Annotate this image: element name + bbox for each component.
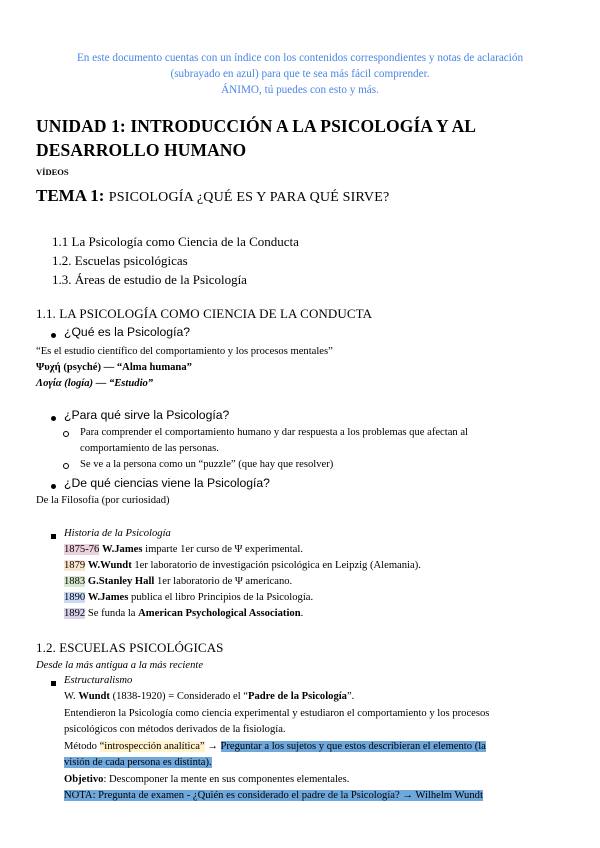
intro-note (30, 50, 570, 98)
history-year: 1883 (64, 576, 86, 587)
objective-text: : Descomponer la mente en sus componentes elementales. (103, 774, 350, 785)
history-item (64, 575, 292, 589)
history-text: publica el libro Principios de la Psicología. (128, 592, 314, 603)
wundt-pre: W. (64, 691, 79, 702)
unit-title-line-2: DESARROLLO HUMANO (36, 140, 247, 160)
history-item (64, 591, 313, 605)
exam-note-text: NOTA: Pregunta de examen - ¿Quién es considerado el padre de la Psicología? → Wilhelm Wundt (64, 790, 483, 801)
origin-text: De la Filosofía (por curiosidad) (36, 495, 170, 506)
etymology-logia-text: Λογία (logía) — “Estudio” (36, 378, 154, 389)
wundt-line (64, 690, 354, 704)
definition-text: “Es el estudio científico del comportamiento y los procesos mentales” (36, 346, 333, 357)
bullet-icon (51, 484, 56, 489)
bullet-icon (51, 416, 56, 421)
toc-item-1[interactable]: 1.1 La Psicología como Ciencia de la Conducta (52, 234, 299, 249)
objective-label: Objetivo (64, 774, 104, 785)
history-year: 1879 (64, 560, 86, 571)
description-line-1: Entendieron la Psicología como ciencia experimental y estudiaron el comportamiento y los procesos (64, 708, 490, 719)
history-pre: Se funda la (85, 608, 139, 619)
unit-title-line-1: UNIDAD 1: INTRODUCCIÓN A LA PSICOLOGÍA Y AL (36, 116, 477, 136)
videos-label: VÍDEOS (36, 167, 69, 177)
section-1-title: 1.1. LA PSICOLOGÍA COMO CIENCIA DE LA CONDUCTA (36, 306, 373, 321)
method-name: “introspección analítica” (99, 741, 205, 752)
section-2-title: 1.2. ESCUELAS PSICOLÓGICAS (36, 640, 224, 655)
history-item (64, 543, 303, 557)
wundt-name: Wundt (78, 691, 110, 702)
method-label: Método (64, 741, 100, 752)
history-year: 1875-76 (64, 544, 100, 555)
history-person: W.James (101, 544, 143, 555)
table-of-contents (52, 232, 299, 289)
history-org: American Psychological Association (138, 608, 301, 619)
method-desc-2: visión de cada persona es distinta). (64, 757, 212, 768)
wundt-title: Padre de la Psicología (248, 691, 347, 702)
method-line-2 (64, 756, 212, 770)
history-person: G.Stanley Hall (87, 576, 155, 587)
history-text: 1er laboratorio de Ψ americano. (154, 576, 293, 587)
objective-line (64, 773, 349, 787)
sub-bullet-icon (63, 431, 69, 437)
puzzle-text: Se ve a la persona como un “puzzle” (que hay que resolver) (80, 459, 334, 470)
bullet-icon (51, 333, 56, 338)
history-item (64, 607, 303, 621)
question-origins: ¿De qué ciencias viene la Psicología? (64, 476, 270, 490)
history-person: W.Wundt (87, 560, 132, 571)
history-text: . (300, 608, 304, 619)
tema-label: TEMA 1: (36, 186, 105, 205)
unit-title (36, 114, 576, 162)
exam-note (64, 789, 483, 803)
toc-item-2[interactable]: 1.2. Escuelas psicológicas (52, 253, 188, 268)
tema-heading (36, 186, 389, 206)
etymology-psyche: Ψυχή (psyché) — “Alma humana” (36, 362, 192, 373)
question-purpose: ¿Para qué sirve la Psicología? (64, 408, 230, 422)
question-what-is: ¿Qué es la Psicología? (64, 325, 191, 339)
etymology-logia (36, 377, 153, 391)
history-person: W.James (87, 592, 129, 603)
square-bullet-icon (51, 681, 56, 686)
square-bullet-icon (51, 534, 56, 539)
method-line (64, 740, 486, 754)
intro-line-3: ÁNIMO, tú puedes con esto y más. (221, 84, 379, 96)
arrow-icon: → (204, 741, 221, 752)
intro-line-2: (subrayado en azul) para que te sea más fácil comprender. (170, 68, 430, 80)
history-year: 1890 (64, 592, 86, 603)
history-year: 1892 (64, 608, 86, 619)
wundt-end: ”. (346, 691, 355, 702)
section-2-subtitle: Desde la más antigua a la más reciente (36, 660, 204, 671)
description-line-2: psicológicos con métodos derivados de la fisiología. (64, 724, 286, 735)
wundt-mid: (1838-1920) = Considerado el “ (109, 691, 249, 702)
purpose-line-1: Para comprender el comportamiento humano y dar respuesta a los problemas que afectan al (80, 427, 468, 438)
history-item (64, 559, 421, 573)
purpose-line-2: comportamiento de las personas. (80, 443, 219, 454)
tema-title: PSICOLOGÍA ¿QUÉ ES Y PARA QUÉ SIRVE? (108, 190, 390, 205)
history-text: 1er laboratorio de investigación psicológica en Leipzig (Alemania). (131, 560, 421, 571)
history-label: Historia de la Psicología (64, 528, 171, 539)
method-desc-1: Preguntar a los sujetos y que estos describieran el elemento (la (220, 741, 486, 752)
school-name: Estructuralismo (64, 675, 133, 686)
history-text: imparte 1er curso de Ψ experimental. (142, 544, 303, 555)
intro-line-1: En este documento cuentas con un índice con los contenidos correspondientes y notas de aclaración (76, 52, 524, 64)
sub-bullet-icon (63, 463, 69, 469)
toc-item-3[interactable]: 1.3. Áreas de estudio de la Psicología (52, 272, 247, 287)
